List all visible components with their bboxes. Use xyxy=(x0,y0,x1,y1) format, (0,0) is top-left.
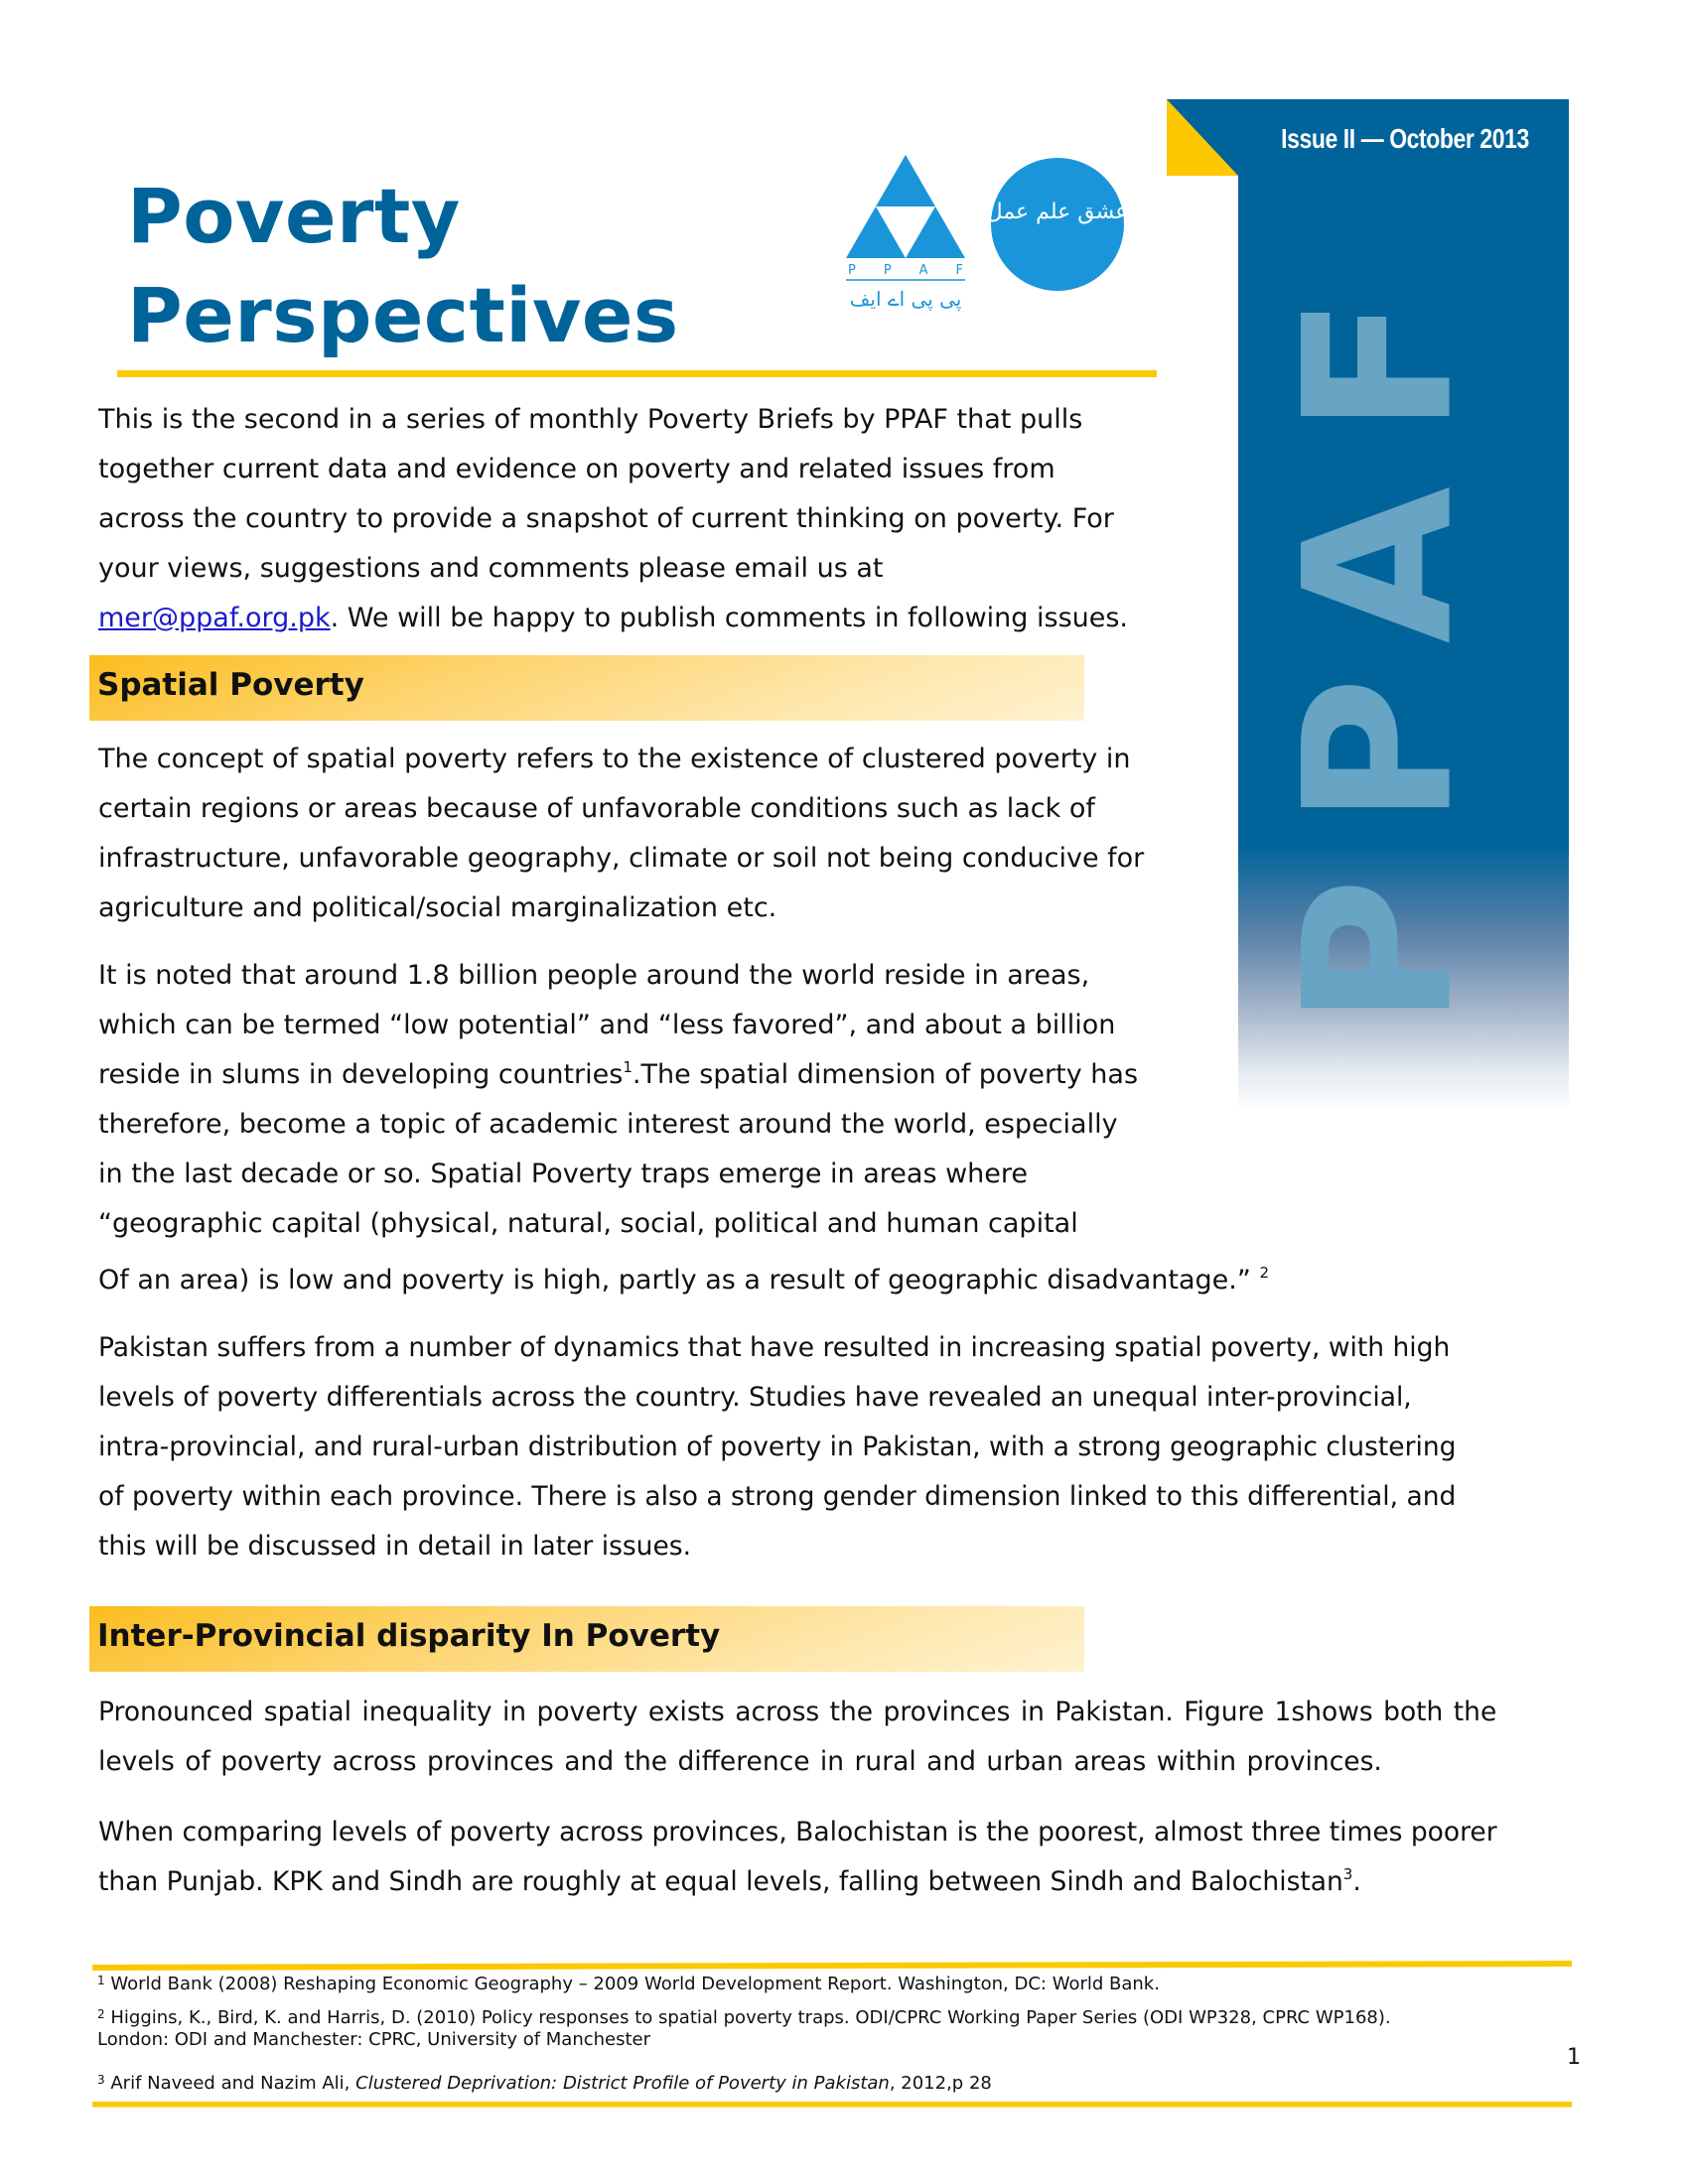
paragraph-line: “geographic capital (physical, natural, social, political and human capital xyxy=(98,1208,1078,1239)
page-title xyxy=(127,167,679,365)
paragraph-line: It is noted that around 1.8 billion people around the world reside in areas, xyxy=(98,960,1090,991)
intro-line: across the country to provide a snapshot of current thinking on poverty. For xyxy=(98,503,1114,534)
text-span: reside in slums in developing countries xyxy=(98,1059,624,1090)
paragraph-line: When comparing levels of poverty across provinces, Balochistan is the poorest, almost three times poorer xyxy=(98,1817,1497,1847)
intro-paragraph xyxy=(98,395,1128,643)
footnote-divider-top xyxy=(92,1961,1572,1971)
footnote-text: London: ODI and Manchester: CPRC, University of Manchester xyxy=(97,2029,651,2050)
text-span: .The spatial dimension of poverty has xyxy=(632,1059,1139,1090)
paragraph-line: certain regions or areas because of unfavorable conditions such as lack of xyxy=(98,793,1095,824)
paragraph xyxy=(98,735,1144,933)
paragraph-line: levels of poverty differentials across the country. Studies have revealed an unequal inter-provincial, xyxy=(98,1382,1412,1413)
section-heading-inter-provincial xyxy=(89,1606,1084,1672)
intro-line-rest: . We will be happy to publish comments in following issues. xyxy=(330,603,1129,633)
title-line-2: Perspectives xyxy=(127,271,679,359)
paragraph-line: infrastructure, unfavorable geography, climate or soil not being conducive for xyxy=(98,843,1145,874)
footnote-1 xyxy=(97,1974,1160,1995)
banner-corner-triangle xyxy=(1167,99,1238,176)
page-number: 1 xyxy=(1567,2045,1581,2070)
footnote-text: World Bank (2008) Reshaping Economic Geography – 2009 World Development Report. Washington, DC: World Bank. xyxy=(104,1974,1160,1994)
logo-acronym: P P A F xyxy=(848,263,963,278)
footnote-ref-2[interactable]: 2 xyxy=(1259,1264,1269,1282)
intro-line: This is the second in a series of monthly Poverty Briefs by PPAF that pulls xyxy=(98,404,1083,435)
paragraph-line: of poverty within each province. There is also a strong gender dimension linked to this differential, and xyxy=(98,1481,1457,1512)
emblem-circle-icon xyxy=(991,158,1124,291)
footnote-text: , 2012,p 28 xyxy=(889,2073,992,2094)
footnote-number: 1 xyxy=(97,1974,105,1987)
text-span: . xyxy=(1352,1866,1361,1897)
title-line-1: Poverty xyxy=(127,172,461,260)
paragraph xyxy=(98,1323,1456,1571)
logo-urdu-name: پی پی اے ایف xyxy=(849,287,962,311)
vertical-ppaf-wordmark: PPAF xyxy=(1261,243,1498,1027)
intro-line xyxy=(98,594,1128,643)
footnote-ref-1[interactable]: 1 xyxy=(623,1058,633,1076)
footnote-text: Arif Naveed and Nazim Ali, xyxy=(104,2073,356,2094)
email-link[interactable]: mer@ppaf.org.pk xyxy=(98,603,331,633)
section-heading-text: Inter-Provincial disparity In Poverty xyxy=(97,1618,721,1654)
footnote-number: 3 xyxy=(97,2073,105,2087)
paragraph-line: Pakistan suffers from a number of dynamics that have resulted in increasing spatial poverty, with high xyxy=(98,1332,1451,1363)
paragraph-line: levels of poverty across provinces and the difference in rural and urban areas within provinces. xyxy=(98,1746,1382,1777)
title-underline-divider xyxy=(117,370,1157,377)
ppaf-triangle-logo-icon xyxy=(846,147,1129,316)
paragraph-line: in the last decade or so. Spatial Poverty traps emerge in areas where xyxy=(98,1159,1029,1189)
paragraph-line: which can be termed “low potential” and “less favored”, and about a billion xyxy=(98,1010,1116,1040)
section-heading-text: Spatial Poverty xyxy=(97,667,364,703)
section-heading-spatial-poverty xyxy=(89,655,1084,721)
footnote-3 xyxy=(97,2073,992,2095)
footnote-number: 2 xyxy=(97,2007,105,2021)
paragraph-line: therefore, become a topic of academic interest around the world, especially xyxy=(98,1109,1118,1140)
paragraph-line: this will be discussed in detail in later issues. xyxy=(98,1531,692,1562)
paragraph xyxy=(98,1808,1497,1907)
intro-line: together current data and evidence on poverty and related issues from xyxy=(98,454,1055,484)
paragraph-line: Pronounced spatial inequality in poverty exists across the provinces in Pakistan. Figure 1shows both the xyxy=(98,1697,1497,1727)
paragraph-line: intra-provincial, and rural-urban distribution of poverty in Pakistan, with a strong geographic clustering xyxy=(98,1432,1457,1462)
footnote-divider-bottom xyxy=(92,2102,1572,2108)
paragraph-line xyxy=(98,1857,1497,1907)
paragraph xyxy=(98,951,1138,1249)
paragraph-line xyxy=(98,1050,1138,1100)
ppaf-logo xyxy=(846,147,1129,316)
footnote-text: Higgins, K., Bird, K. and Harris, D. (2010) Policy responses to spatial poverty traps. ODI/CPRC Working Paper Series (ODI WP328, CPRC WP168). xyxy=(104,2007,1391,2028)
issue-label: Issue II — October 2013 xyxy=(1281,123,1529,154)
intro-line: your views, suggestions and comments please email us at xyxy=(98,553,884,584)
footnote-ref-3[interactable]: 3 xyxy=(1342,1865,1353,1883)
footnote-title: Clustered Deprivation: District Profile of Poverty in Pakistan xyxy=(355,2073,890,2094)
paragraph xyxy=(98,1688,1496,1787)
paragraph-line xyxy=(98,1256,1269,1305)
footnote-2 xyxy=(97,2007,1391,2051)
paragraph-line: The concept of spatial poverty refers to the existence of clustered poverty in xyxy=(98,744,1131,774)
text-span: Of an area) is low and poverty is high, partly as a result of geographic disadvantage.” xyxy=(98,1265,1260,1296)
emblem-motto: عشق علم عمل xyxy=(986,200,1129,224)
text-span: than Punjab. KPK and Sindh are roughly at equal levels, falling between Sindh and Balochistan xyxy=(98,1866,1343,1897)
paragraph-line: agriculture and political/social marginalization etc. xyxy=(98,892,777,923)
